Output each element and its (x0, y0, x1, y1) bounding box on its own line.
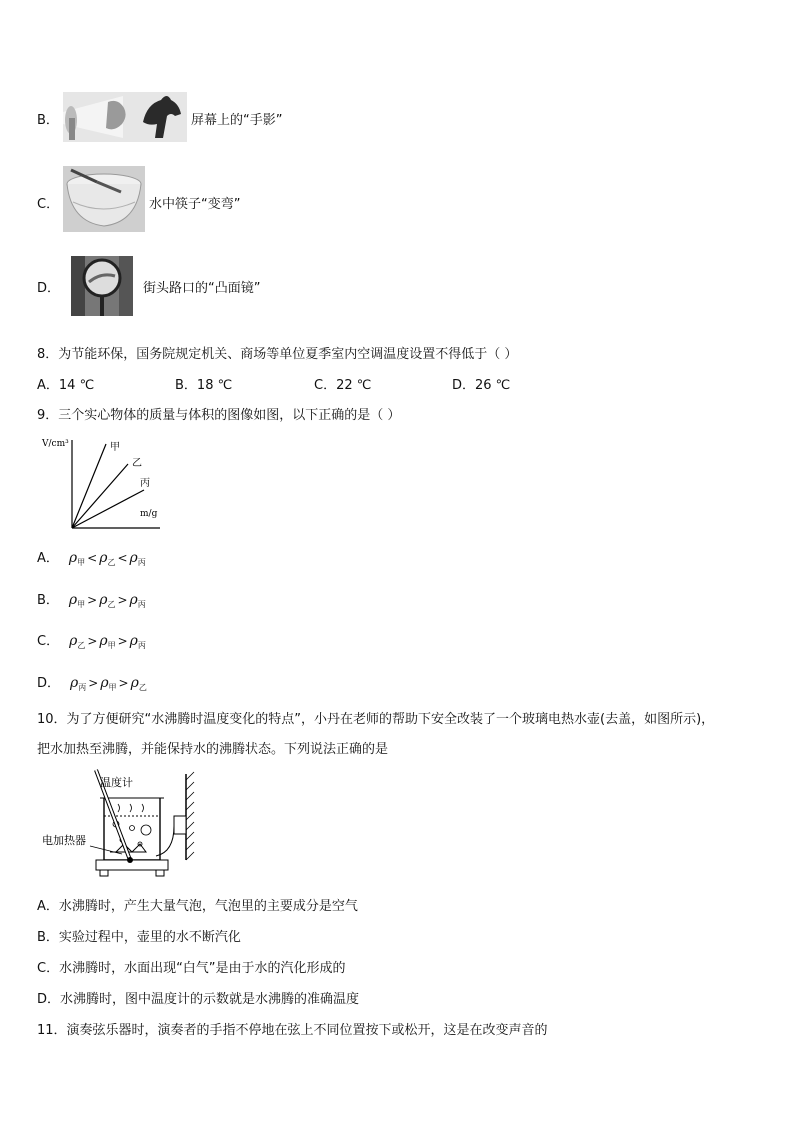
q10-option-d[interactable]: D．水沸腾时，图中温度计的示数就是水沸腾的准确温度 (37, 992, 360, 1007)
chopsticks-bowl-icon (63, 166, 145, 232)
q8-stem: 8．为节能环保，国务院规定机关、商场等单位夏季室内空调温度设置不得低于（ ） (37, 347, 518, 362)
graph-line-yi (72, 464, 128, 528)
heater-label: 电加热器 (42, 834, 86, 847)
q9-option-a[interactable] (37, 547, 146, 568)
comparison-operator: < (87, 551, 98, 565)
comparison-operator: > (118, 676, 129, 690)
rho-symbol: ρ (100, 675, 109, 691)
q10-option-a[interactable]: A．水沸腾时，产生大量气泡，气泡里的主要成分是空气 (37, 899, 358, 914)
comparison-operator: > (117, 593, 128, 607)
q9-graph (36, 432, 166, 534)
q9-option-d[interactable] (37, 672, 147, 693)
rho-subscript: 乙 (107, 558, 116, 567)
q8-options (37, 374, 557, 392)
graph-label-jia: 甲 (110, 442, 120, 453)
rho-subscript: 丙 (78, 683, 87, 692)
hand-shadow-icon (63, 92, 187, 142)
rho-subscript: 甲 (107, 641, 116, 650)
option-text: 屏幕上的“手影” (191, 113, 283, 128)
rho-symbol: ρ (99, 550, 108, 566)
rho-subscript: 乙 (77, 641, 86, 650)
q7-option-c[interactable] (37, 166, 367, 232)
option-label: C． (37, 197, 60, 212)
option-label: A． (37, 551, 59, 566)
comparison-operator: > (87, 593, 98, 607)
option-label: B． (37, 593, 59, 608)
q9-stem: 9．三个实心物体的质量与体积的图像如图，以下正确的是（ ） (37, 408, 401, 423)
rho-symbol: ρ (68, 550, 78, 566)
q11-stem: 11．演奏弦乐器时，演奏者的手指不停地在弦上不同位置按下或松开，这是在改变声音的 (37, 1023, 548, 1038)
comparison-operator: < (117, 551, 128, 565)
graph-label-yi: 乙 (132, 458, 142, 469)
q7-option-d[interactable] (37, 256, 367, 316)
option-label: D． (37, 676, 61, 691)
rho-symbol: ρ (129, 633, 138, 649)
graph-y-label: V/cm³ (42, 439, 69, 449)
thermometer-label: 温度计 (100, 776, 133, 789)
rho-subscript: 甲 (108, 683, 117, 692)
option-text: 街头路口的“凸面镜” (143, 281, 261, 296)
q9-option-b[interactable] (37, 589, 146, 610)
rho-subscript: 丙 (137, 600, 146, 609)
rho-symbol: ρ (130, 675, 139, 691)
rho-symbol: ρ (68, 592, 78, 608)
q10-option-c[interactable]: C．水沸腾时，水面出现“白气”是由于水的汽化形成的 (37, 961, 346, 976)
rho-subscript: 丙 (137, 641, 146, 650)
q8-option-c[interactable]: C．22 ℃ (314, 378, 372, 393)
q9-option-c[interactable] (37, 630, 146, 651)
rho-symbol: ρ (69, 633, 78, 649)
q10-stem-line2: 把水加热至沸腾，并能保持水的沸腾状态。下列说法正确的是 (37, 742, 389, 757)
q10-stem-line1: 10．为了方便研究“水沸腾时温度变化的特点”，小丹在老师的帮助下安全改装了一个玻璃电热水壶(去盖，如图所示)， (37, 712, 715, 727)
rho-symbol: ρ (129, 550, 138, 566)
convex-mirror-icon (71, 256, 133, 316)
option-label: C． (37, 634, 60, 649)
rho-subscript: 乙 (138, 683, 147, 692)
comparison-operator: > (88, 676, 99, 690)
rho-subscript: 乙 (107, 600, 116, 609)
rho-symbol: ρ (70, 675, 79, 691)
q10-figure (38, 768, 198, 884)
option-text: 水中筷子“变弯” (149, 197, 241, 212)
graph-label-bing: 丙 (140, 478, 150, 489)
q8-option-a[interactable]: A．14 ℃ (37, 378, 95, 393)
q8-option-d[interactable]: D．26 ℃ (452, 378, 511, 393)
rho-subscript: 甲 (77, 558, 86, 567)
rho-subscript: 甲 (77, 600, 86, 609)
comparison-operator: > (117, 634, 128, 648)
graph-x-label: m/g (140, 509, 158, 519)
option-label: D． (37, 281, 61, 296)
rho-subscript: 丙 (137, 558, 146, 567)
option-label: B． (37, 113, 59, 128)
rho-symbol: ρ (99, 592, 108, 608)
rho-symbol: ρ (99, 633, 108, 649)
graph-line-bing (72, 490, 144, 528)
q10-option-b[interactable]: B．实验过程中，壶里的水不断汽化 (37, 930, 241, 945)
rho-symbol: ρ (129, 592, 138, 608)
q7-option-b[interactable] (37, 92, 367, 142)
comparison-operator: > (87, 634, 98, 648)
q8-option-b[interactable]: B．18 ℃ (175, 378, 233, 393)
graph-line-jia (72, 444, 106, 528)
